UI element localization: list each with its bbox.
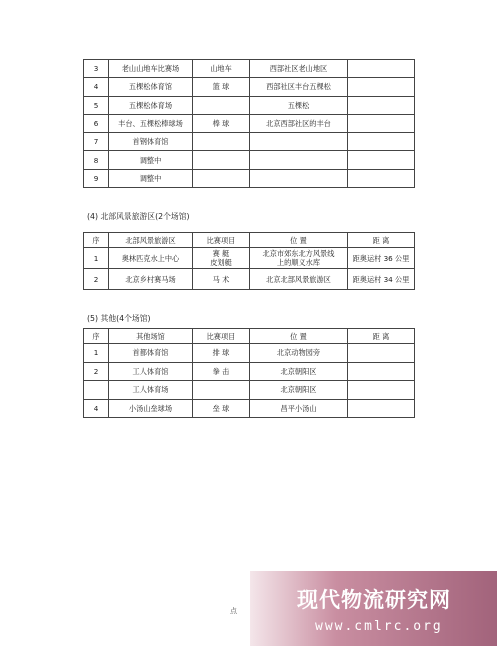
cell-no (84, 381, 109, 400)
cell-distance (348, 381, 415, 400)
location-line: 北京市郊东北方风景线 (262, 249, 335, 258)
table-row (84, 96, 415, 114)
cell-no: 9 (84, 169, 109, 187)
cell-venue: 奥林匹克水上中心 (109, 248, 193, 269)
cell-distance (348, 151, 415, 169)
cell-venue: 五棵松体育场 (109, 96, 193, 114)
table-row (84, 399, 415, 418)
col-header-no: 序 (84, 329, 109, 344)
cell-no: 3 (84, 60, 109, 78)
cell-location: 北京动物园旁 (250, 344, 348, 363)
cell-location (250, 248, 348, 269)
col-header-location: 位 置 (250, 233, 348, 248)
table-row (84, 78, 415, 96)
cell-distance (348, 362, 415, 381)
cell-venue: 工人体育场 (109, 381, 193, 400)
cell-no: 4 (84, 78, 109, 96)
table-row (84, 344, 415, 363)
cell-no: 1 (84, 344, 109, 363)
cell-location: 昌平小汤山 (250, 399, 348, 418)
table-row (84, 60, 415, 78)
col-header-event: 比赛项目 (193, 329, 250, 344)
event-line: 皮划艇 (210, 258, 232, 267)
cell-event (193, 133, 250, 151)
cell-venue: 五棵松体育馆 (109, 78, 193, 96)
cell-location: 五棵松 (250, 96, 348, 114)
cell-event: 排 球 (193, 344, 250, 363)
venue-table-body (84, 60, 415, 188)
table-row (84, 269, 415, 290)
cell-event: 马 术 (193, 269, 250, 290)
venue-table-other (83, 328, 415, 418)
cell-venue: 调整中 (109, 151, 193, 169)
cell-venue: 首钢体育馆 (109, 133, 193, 151)
cell-event (193, 248, 250, 269)
cell-venue: 首都体育馆 (109, 344, 193, 363)
table-row (84, 114, 415, 132)
table-row (84, 133, 415, 151)
section-heading-other: (5) 其他(4个场馆) (87, 314, 151, 323)
cell-no: 8 (84, 151, 109, 169)
watermark-url: www.cmlrc.org (315, 619, 443, 634)
cell-distance: 距奥运村 36 公里 (348, 248, 415, 269)
table-row (84, 381, 415, 400)
event-line: 赛 艇 (212, 249, 230, 258)
table-row (84, 248, 415, 269)
col-header-location: 位 置 (250, 329, 348, 344)
cell-venue: 丰台、五棵松棒球场 (109, 114, 193, 132)
cell-location (250, 151, 348, 169)
watermark-title: 现代物流研究网 (297, 587, 451, 612)
cell-distance (348, 96, 415, 114)
cell-event (193, 381, 250, 400)
cell-venue: 调整中 (109, 169, 193, 187)
cell-venue: 工人体育馆 (109, 362, 193, 381)
cell-event: 棒 球 (193, 114, 250, 132)
cell-no: 2 (84, 269, 109, 290)
cell-no: 4 (84, 399, 109, 418)
cell-event (193, 151, 250, 169)
cell-distance (348, 78, 415, 96)
section-heading-north: (4) 北部风景旅游区(2个场馆) (87, 212, 190, 221)
cell-location: 北京朝阳区 (250, 362, 348, 381)
cell-location: 西部社区老山地区 (250, 60, 348, 78)
location-line: 上的顺义水库 (276, 258, 321, 267)
cell-venue: 北京乡村赛马场 (109, 269, 193, 290)
cell-no: 6 (84, 114, 109, 132)
table-row (84, 151, 415, 169)
cell-venue: 老山山地车比赛场 (109, 60, 193, 78)
page-mark: 点 (230, 607, 237, 615)
col-header-no: 序 (84, 233, 109, 248)
cell-distance (348, 60, 415, 78)
cell-location: 北京西部社区的丰台 (250, 114, 348, 132)
table-row (84, 362, 415, 381)
cell-event (193, 169, 250, 187)
venue-table-continued (83, 59, 415, 188)
cell-no: 5 (84, 96, 109, 114)
venue-table-north (83, 232, 415, 290)
cell-distance: 距奥运村 34 公里 (348, 269, 415, 290)
table-header-row (84, 329, 415, 344)
cell-distance (348, 169, 415, 187)
table-row (84, 169, 415, 187)
cell-no: 7 (84, 133, 109, 151)
cell-location: 西部社区丰台五棵松 (250, 78, 348, 96)
col-header-distance: 距 离 (348, 233, 415, 248)
col-header-event: 比赛项目 (193, 233, 250, 248)
cell-location: 北京朝阳区 (250, 381, 348, 400)
cell-event: 拳 击 (193, 362, 250, 381)
cell-no: 2 (84, 362, 109, 381)
cell-event: 山地车 (193, 60, 250, 78)
cell-no: 1 (84, 248, 109, 269)
cell-location: 北京北部风景旅游区 (250, 269, 348, 290)
cell-venue: 小汤山垒球场 (109, 399, 193, 418)
col-header-venue: 其他场馆 (109, 329, 193, 344)
cell-distance (348, 133, 415, 151)
table-header-row (84, 233, 415, 248)
cell-distance (348, 114, 415, 132)
cell-event: 篮 球 (193, 78, 250, 96)
col-header-distance: 距 离 (348, 329, 415, 344)
cell-event: 垒 球 (193, 399, 250, 418)
cell-location (250, 133, 348, 151)
col-header-venue: 北部风景旅游区 (109, 233, 193, 248)
cell-distance (348, 344, 415, 363)
cell-distance (348, 399, 415, 418)
cell-location (250, 169, 348, 187)
cell-event (193, 96, 250, 114)
